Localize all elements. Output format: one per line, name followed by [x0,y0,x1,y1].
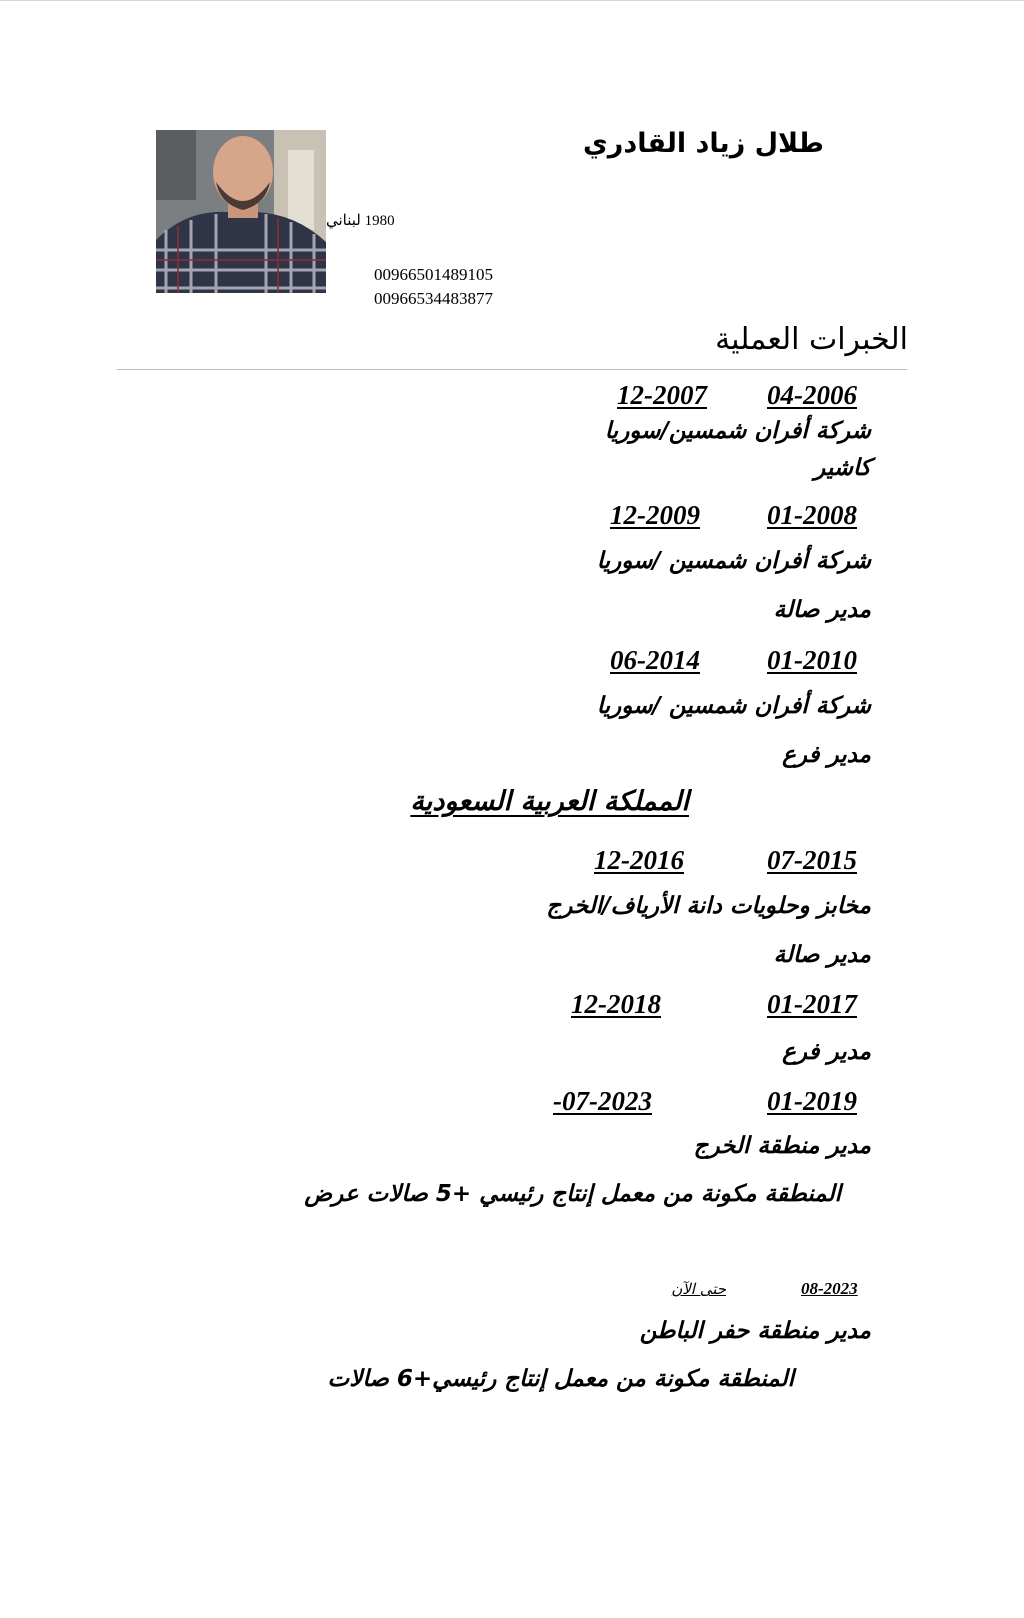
job7-end-date: حتى الآن [671,1280,726,1298]
job4-start-date: 07-2015 [767,845,857,875]
job6-start-date: 01-2019 [767,1086,857,1116]
job2-end-date: 12-2009 [610,500,700,530]
job4-end-date: 12-2016 [594,845,684,875]
section-divider [117,369,907,370]
job2-role: مدير صالة [773,597,871,623]
job5-start-date: 01-2017 [767,989,857,1019]
job7-start-date: 08-2023 [801,1279,858,1298]
profile-photo-image [156,130,326,293]
job1-company: شركة أفران شمسين/سوريا [604,418,871,444]
job1-start-date: 04-2006 [767,380,857,410]
phone-number-1: 00966501489105 [374,265,493,284]
job3-company: شركة أفران شمسين /سوريا [596,693,871,719]
job1-end-date: 12-2007 [617,380,707,410]
job5-end-date: 12-2018 [571,989,661,1019]
person-name: طلال زياد القادري [583,128,824,159]
phone-number-2: 00966534483877 [374,289,493,308]
job4-company: مخابز وحلويات دانة الأرياف/الخرج [546,893,871,919]
job2-company: شركة أفران شمسين /سوريا [596,548,871,574]
top-border [0,0,1024,1]
profile-photo [156,130,326,293]
country-heading: المملكة العربية السعودية [410,786,689,817]
job6-end-date: -07-2023 [553,1086,652,1116]
job3-role: مدير فرع [782,742,871,768]
job3-end-date: 06-2014 [610,645,700,675]
job6-description: المنطقة مكونة من معمل إنتاج رئيسي +5 صالات عرض [304,1181,841,1207]
job5-role: مدير فرع [782,1039,871,1065]
job7-description: المنطقة مكونة من معمل إنتاج رئيسي+6 صالات [327,1366,794,1392]
job7-role: مدير منطقة حفر الباطن [639,1318,871,1344]
job2-start-date: 01-2008 [767,500,857,530]
work-experience-heading: الخبرات العملية [715,322,908,357]
job3-start-date: 01-2010 [767,645,857,675]
job6-role: مدير منطقة الخرج [693,1133,871,1159]
birth-year-nationality: 1980 لبناني [326,213,395,229]
job1-role: كاشير [814,455,871,481]
job4-role: مدير صالة [773,942,871,968]
